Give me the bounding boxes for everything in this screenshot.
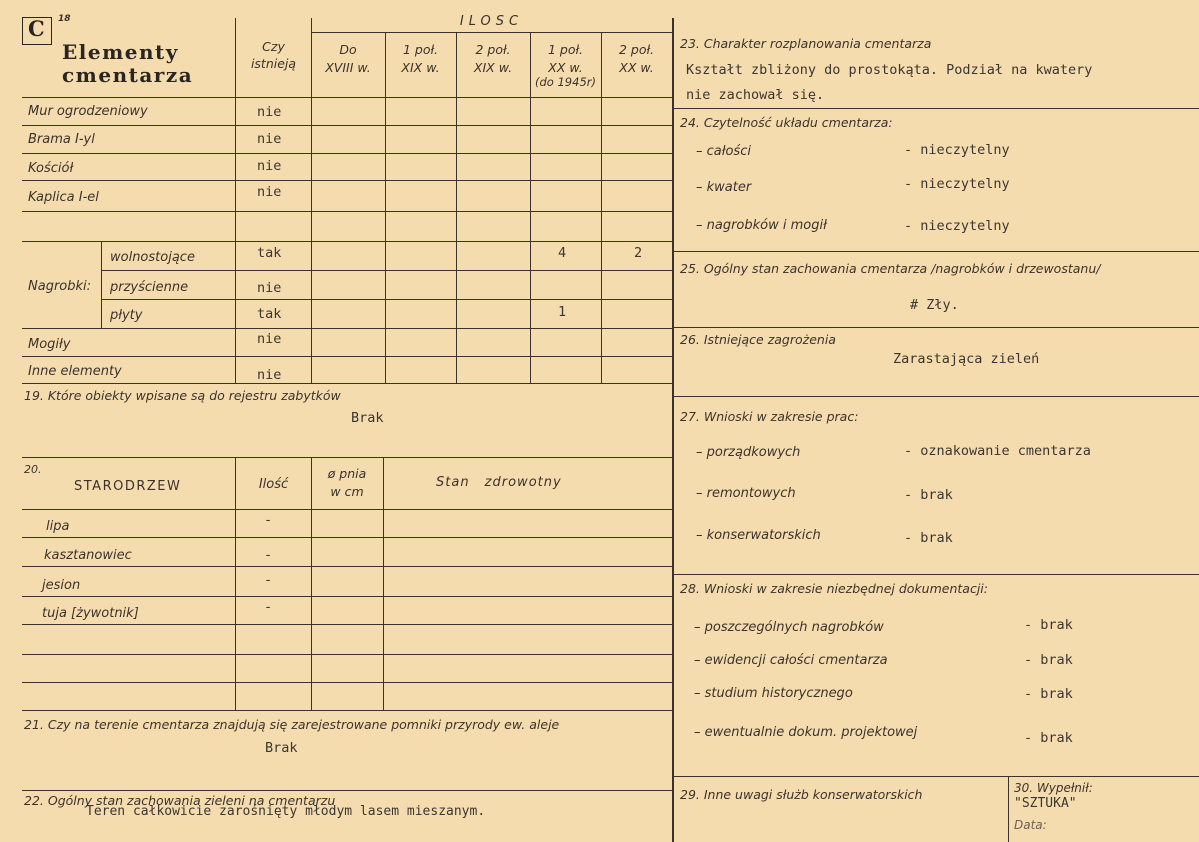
tree-name: kasztanowiec (44, 548, 132, 563)
element-exists: nie (257, 104, 282, 120)
element-label: Brama I-yl (28, 132, 95, 147)
grid-line (22, 328, 672, 329)
tree-quantity: - (264, 599, 273, 615)
card-code-letter: C (28, 16, 47, 41)
q29-label: 29. Inne uwagi służb konserwatorskich (680, 787, 923, 802)
period-header-l3: (do 1945r) (535, 75, 596, 89)
q23-answer-line1: Kształt zbliżony do prostokąta. Podział na kwatery (686, 62, 1093, 78)
element-label: Kaplica I-el (28, 190, 99, 205)
element-label: Kościół (28, 161, 74, 176)
q24-item-value: - nieczytelny (904, 142, 1010, 158)
trunk-diameter-header-1: ø pnia (327, 466, 367, 481)
period-header-l2: XX w. (548, 60, 583, 75)
grid-line (22, 710, 672, 711)
other-elements-label: Inne elementy (28, 364, 122, 379)
q28-item-label: – studium historycznego (694, 686, 853, 701)
q28-item-value: - brak (1024, 652, 1073, 668)
period-header-l2: XIX w. (473, 60, 513, 75)
q20-number: 20. (24, 463, 42, 476)
grid-line (672, 574, 1199, 575)
period-header-l1: 2 poł. (475, 42, 511, 57)
q25-answer: # Zły. (910, 297, 959, 313)
grid-line (672, 327, 1199, 328)
grid-line (22, 790, 672, 791)
q24-item-value: - nieczytelny (904, 218, 1010, 234)
center-divider (672, 18, 674, 842)
other-elements-exists: nie (257, 367, 282, 383)
q27-item-value: - oznakowanie cmentarza (904, 443, 1091, 459)
nagrobki-type: płyty (110, 308, 143, 323)
grid-line (672, 776, 1199, 777)
tree-name: jesion (42, 578, 81, 593)
element-exists: nie (257, 184, 282, 200)
q27-item-label: – remontowych (696, 486, 796, 501)
period-header-l1: Do (339, 42, 357, 57)
exists-header-1: Czy (262, 39, 285, 54)
grid-line (101, 270, 672, 271)
nagrobki-count: 4 (558, 245, 567, 261)
grid-line (22, 509, 672, 510)
grid-line (101, 241, 102, 328)
mogily-exists: nie (257, 331, 282, 347)
q28-item-value: - brak (1024, 617, 1073, 633)
grid-line (1008, 776, 1009, 842)
grid-line (101, 299, 672, 300)
q28-item-value: - brak (1024, 686, 1073, 702)
q20-title: STARODRZEW (74, 479, 182, 494)
grid-line (22, 211, 672, 212)
grid-line (22, 537, 672, 538)
period-header-l1: 1 poł. (547, 42, 584, 57)
q21-answer: Brak (265, 740, 298, 756)
form-title-line2: cmentarza (62, 63, 194, 87)
element-exists: nie (257, 131, 282, 147)
q22-label: 22. Ogólny stan zachowania zieleni na cmentarzu (24, 793, 336, 808)
grid-line (456, 32, 457, 383)
grid-line (22, 153, 672, 154)
exists-header-2: istnieją (250, 56, 297, 71)
q30-value: "SZTUKA" (1014, 796, 1077, 811)
period-header-l1: 1 poł. (402, 42, 439, 57)
q28-item-label: – ewidencji całości cmentarza (694, 653, 888, 668)
form-title-line1: Elementy (62, 40, 179, 64)
q27-item-label: – konserwatorskich (696, 528, 821, 543)
grid-line (672, 251, 1199, 252)
tree-quantity: - (264, 572, 273, 588)
q30-date-label: Data: (1014, 818, 1047, 832)
quantity-header: ILOSC (459, 14, 524, 29)
q30-label: 30. Wypełnił: (1014, 781, 1093, 795)
q21-label: 21. Czy na terenie cmentarza znajdują się zarejestrowane pomniki przyrody ew. aleje (24, 717, 560, 732)
q26-answer: Zarastająca zieleń (893, 351, 1040, 367)
period-header-l1: 2 poł. (618, 42, 655, 57)
element-label: Mur ogrodzeniowy (28, 104, 148, 119)
tree-quantity: - (264, 512, 273, 528)
grid-line (383, 457, 384, 710)
grid-line (22, 97, 672, 98)
grid-line (601, 32, 602, 383)
q24-item-label: – całości (696, 144, 751, 159)
nagrobki-count: 2 (634, 245, 643, 261)
grid-line (385, 32, 386, 383)
nagrobki-exists: nie (257, 280, 282, 296)
q28-item-label: – poszczególnych nagrobków (694, 620, 884, 635)
nagrobki-exists: tak (257, 245, 282, 261)
q23-label: 23. Charakter rozplanowania cmentarza (680, 36, 932, 51)
q24-item-label: – kwater (696, 180, 752, 195)
nagrobki-count: 1 (558, 304, 567, 320)
grid-line (235, 457, 236, 710)
q27-label: 27. Wnioski w zakresie prac: (680, 409, 859, 424)
grid-line (22, 654, 672, 655)
grid-line (22, 241, 672, 242)
grid-line (22, 566, 672, 567)
tree-name: lipa (46, 519, 70, 534)
q28-item-value: - brak (1024, 730, 1073, 746)
grid-line (22, 180, 672, 181)
q26-label: 26. Istniejące zagrożenia (680, 332, 836, 347)
period-header-l2: XIX w. (401, 60, 440, 75)
q19-label: 19. Które obiekty wpisane są do rejestru zabytków (24, 388, 341, 403)
grid-line (22, 596, 672, 597)
grid-line (672, 396, 1199, 397)
grid-line (22, 682, 672, 683)
grid-line (311, 32, 672, 33)
q23-answer-line2: nie zachował się. (686, 87, 825, 103)
period-header-l2: XVIII w. (325, 60, 371, 75)
q27-item-value: - brak (904, 530, 953, 546)
q24-item-value: - nieczytelny (904, 176, 1010, 192)
element-exists: nie (257, 158, 282, 174)
tree-quantity: - (264, 547, 273, 563)
period-header-l2: XX w. (619, 60, 654, 75)
trunk-diameter-header-2: w cm (330, 484, 364, 499)
q22-answer: Teren całkowicie zarośnięty młodym lasem mieszanym. (86, 804, 486, 819)
grid-line (22, 624, 672, 625)
nagrobki-label: Nagrobki: (28, 279, 92, 294)
trees-quantity-header: Ilość (258, 477, 289, 492)
q24-label: 24. Czytelność układu cmentarza: (680, 115, 893, 130)
q27-item-label: – porządkowych (696, 445, 801, 460)
q19-answer: Brak (351, 410, 384, 426)
nagrobki-type: wolnostojące (110, 250, 195, 265)
q28-label: 28. Wnioski w zakresie niezbędnej dokumentacji: (680, 581, 988, 596)
tree-name: tuja [żywotnik] (42, 606, 139, 621)
nagrobki-type: przyścienne (110, 280, 189, 295)
grid-line (22, 125, 672, 126)
q24-item-label: – nagrobków i mogił (696, 218, 827, 233)
grid-line (22, 383, 672, 384)
q28-item-label: – ewentualnie dokum. projektowej (694, 725, 918, 740)
q25-label: 25. Ogólny stan zachowania cmentarza /nagrobków i drzewostanu/ (680, 261, 1101, 276)
q27-item-value: - brak (904, 487, 953, 503)
grid-line (672, 108, 1199, 109)
grid-line (22, 356, 672, 357)
card-code-sub: 18 (58, 14, 71, 24)
mogily-label: Mogiły (28, 337, 71, 352)
grid-line (22, 457, 672, 458)
grid-line (235, 18, 236, 383)
health-condition-header: Stan zdrowotny (436, 475, 562, 490)
nagrobki-exists: tak (257, 306, 282, 322)
